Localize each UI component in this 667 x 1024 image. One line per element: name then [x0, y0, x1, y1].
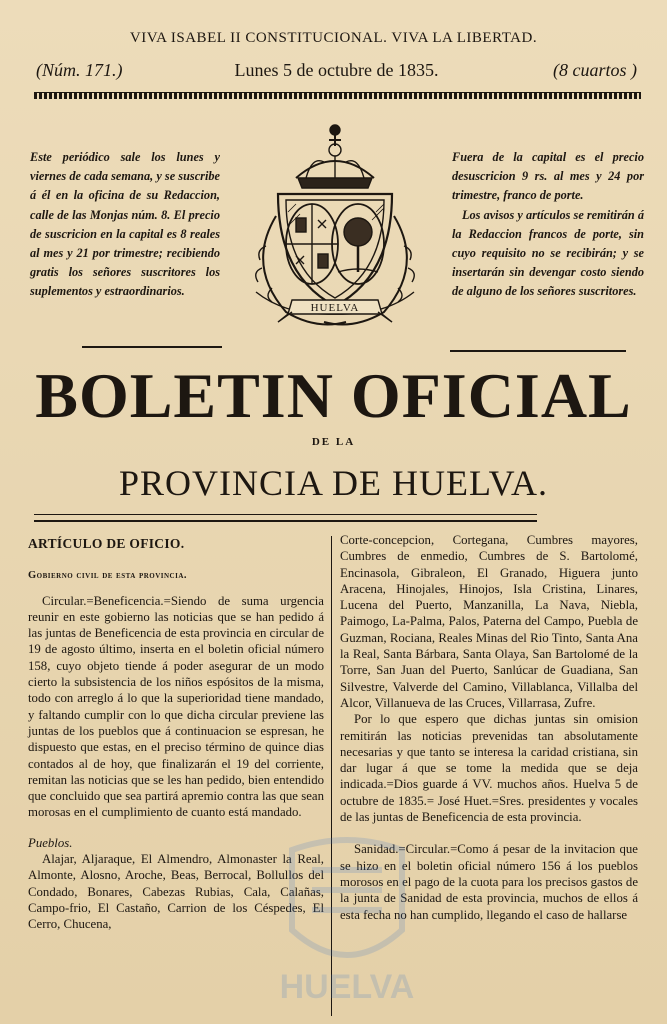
crest-ribbon-text: HUELVA — [310, 302, 360, 314]
pueblos-heading: Pueblos. — [28, 835, 73, 850]
subscription-notice-right — [452, 148, 644, 302]
notice-left-text: Este periódico sale los lunes y viernes de cada semana, y se suscribe á él en la oficina de su Redaccion, calle de las Monjas núm. 8. El precio de suscricion en la capital es 8 reales al mes y 21 por trimestre; recibiendo gratis los señores suscritores los suplementos y estraordinarios. — [30, 150, 220, 299]
divider-left — [82, 346, 222, 348]
notice-right-text-1: Fuera de la capital es el precio desuscricion 9 rs. al mes y 24 por trimestre, franco de porte. — [452, 150, 644, 203]
section-heading: ARTÍCULO DE OFICIO. — [28, 536, 185, 551]
issue-info-row — [30, 60, 643, 84]
title-double-rule — [34, 514, 537, 522]
masthead-motto: VIVA ISABEL II CONSTITUCIONAL. VIVA LA LIBERTAD. — [129, 30, 538, 46]
newspaper-province-title: PROVINCIA DE HUELVA. — [118, 463, 549, 503]
subscription-notice-left — [30, 148, 220, 302]
issue-price: (8 cuartos ) — [553, 60, 637, 80]
archive-watermark-icon — [252, 830, 442, 1010]
sanidad-circular-text: Sanidad.=Circular.=Como á pesar de la invitacion que se hizo en el boletin oficial número 156 á los pueblos morosos en el pago de la cuota para los precisos gastos de la junta de Sanidad de esta provincia, muchos de ellos á esta fecha no han cumplido, llegando el caso de hallarse — [340, 842, 638, 922]
ornamental-rule — [34, 92, 641, 99]
pueblos-list-left: Alajar, Aljaraque, El Almendro, Almonaster la Real, Almonte, Alosno, Aroche, Beas, Berrocal, Bollullos del Condado, Bonares, Cabezas Rubias, Cala, Calañas, Campo-frio, El Castaño, Carrion de los Céspedes, El Cerro, Chucena, — [28, 852, 324, 932]
section-subheading: Gobierno civil de esta provincia. — [28, 570, 188, 582]
issue-date: Lunes 5 de octubre de 1835. — [234, 60, 439, 80]
watermark-text: HUELVA — [279, 968, 415, 1006]
closing-paragraph: Por lo que espero que dichas juntas sin omision remitirán las noticias prevenidas tan absolutamente necesarias y que tanto se interesa la caridad cristiana, sin dar lugar á que se tome la medida que se deja indicada.=Dios guarde á VV. muchos años. Huelva 5 de octubre de 1835.= José Huet.=Sres. presidentes y vocales de las juntas de Beneficencia de esta provincia. — [340, 712, 638, 825]
issue-number: (Núm. 171.) — [36, 60, 123, 80]
newspaper-title-connector: DE LA — [311, 436, 356, 448]
divider-right — [450, 350, 626, 352]
notice-right-text-2: Los avisos y artículos se remitirán á la Redaccion francos de porte, sin cuyo requisito no se recibirán; y se insertarán sin devengar costo siendo de alguno de los señores suscritores. — [452, 207, 644, 299]
newspaper-title: BOLETIN OFICIAL — [35, 360, 632, 431]
circular-beneficencia-text: Circular.=Beneficencia.=Siendo de suma urgencia reunir en este gobierno las noticias que se han pedido á las juntas de Beneficencia de esta provincia en circular de 19 de agosto último, inserta en el boletin oficial número 158, cuyo objeto tiende á poder asegurar de un modo cierto la subsistencia de los niños espósitos de la misma, todo con arreglo á lo que la superioridad tiene mandado, y faltando cumplir con lo que dicha circular previene las juntas de los pueblos que á continuacion se espresan, he dispuesto que estas, en el preciso término de quince dias contados al de hoy, que finalizarán el 19 del corriente, remitan las noticias que se les han pedido, bien entendido que concluido que sea partirá apremio contra las que sean morosas en el cumplimiento de cuanto está mandado. — [28, 593, 324, 820]
coat-of-arms-icon — [226, 116, 444, 348]
pueblos-list-right: Corte-concepcion, Cortegana, Cumbres mayores, Cumbres de enmedio, Cumbres de S. Bartolomé, Encinasola, Gibraleon, El Granado, Higuera junto Aracena, Hinojales, Hinojos, Isla Cristina, Linares, Lucena del Puerto, Manzanilla, La Nava, Niebla, Paimogo, La-Palma, Palos, Paterna del Campo, Puebla de Guzman, Rociana, Reales Minas del Rio Tinto, Santa Ana la Real, Santa Bárbara, Santa Olaya, San Bartolomé de la Torre, San Juan del Puerto, Sanlúcar de Guadiana, San Silvestre, Valverde del Camino, Villablanca, Villalba del Alcor, Villanueva de las Cruces, Villarrasa, Zufre. — [340, 533, 638, 710]
